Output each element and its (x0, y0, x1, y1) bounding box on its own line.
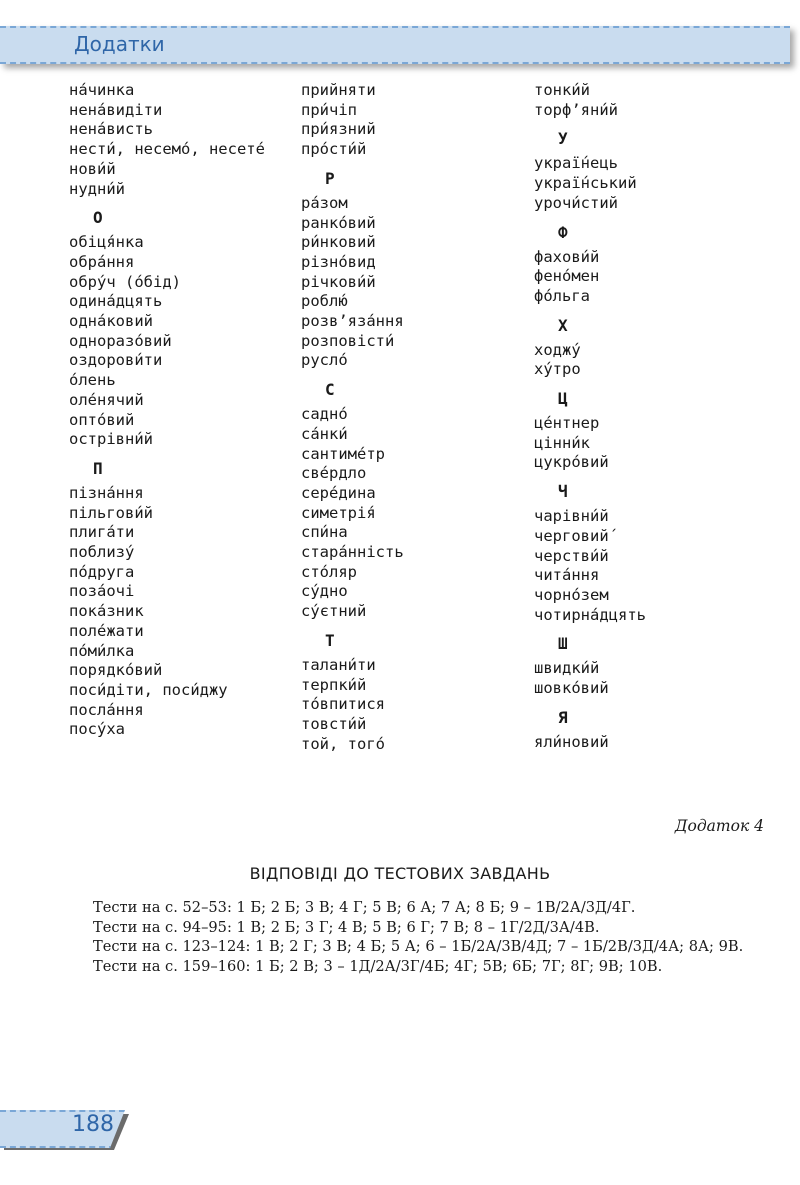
word-entry: чита́ння (534, 566, 600, 585)
word-entry: фахови́й (534, 247, 600, 266)
word-entry: одноразо́вий (69, 331, 172, 350)
word-entry: одна́ковий (69, 312, 153, 331)
appendix-label: Додаток 4 (674, 817, 764, 835)
word-entry: прийняти (301, 81, 376, 99)
letter-heading: У (558, 129, 568, 149)
letter-heading: Ф (558, 222, 568, 242)
word-entry: різно́вид (301, 252, 376, 271)
word-entry: терпки́й (301, 675, 367, 694)
word-entry: ра́зом (301, 193, 348, 212)
word-entry: нена́висть (69, 120, 153, 139)
word-entry: фо́льга (534, 286, 590, 305)
letter-heading: П (93, 458, 103, 478)
word-entry: чорно́зем (534, 585, 609, 604)
word-entry: чарівни́й (534, 507, 609, 526)
answer-paragraph: Тести на с. 52–53: 1 Б; 2 Б; 3 В; 4 Г; 5 В; 6 А; 7 А; 8 Б; 9 – 1В/2А/3Д/4Г. (93, 899, 636, 916)
word-entry: при́чіп (301, 100, 357, 119)
word-entry: товсти́й (301, 714, 367, 733)
word-entry: обра́ння (69, 252, 135, 271)
word-entry: сто́ляр (301, 562, 357, 581)
word-entry: талани́ти (301, 655, 376, 674)
word-entry: ранко́вий (301, 213, 376, 232)
word-entry: розповісти́ (301, 331, 395, 350)
word-entry: розв’яза́ння (301, 312, 404, 331)
word-entry: обру́ч (о́бід) (69, 272, 181, 291)
word-column-3 (534, 81, 646, 752)
word-entry: ху́тро (534, 360, 581, 379)
letter-heading: Т (325, 630, 335, 650)
answers-block (69, 898, 765, 976)
word-entry: симетрі́я (301, 503, 376, 522)
word-entry: черговий́ (534, 526, 609, 545)
letter-heading: Ч (558, 482, 568, 502)
word-entry: по́ми́лка (69, 641, 135, 660)
word-entry: стара́нність (301, 543, 404, 562)
answer-paragraph: Тести на с. 159–160: 1 Б; 2 В; 3 – 1Д/2А/3Г/4Б; 4Г; 5В; 6Б; 7Г; 8Г; 9В; 10В. (93, 957, 663, 975)
word-entry: опто́вий (69, 410, 135, 429)
word-entry: нести́, несемо́, несете́ (69, 140, 265, 159)
word-entry: су́єтний (301, 602, 367, 621)
answers-title: ВІДПОВІДІ ДО ТЕСТОВИХ ЗАВДАНЬ (249, 864, 551, 883)
word-entry: посла́ння (69, 700, 144, 719)
word-entry: чотирна́дцять (534, 605, 646, 624)
word-entry: пільгови́й (69, 503, 153, 522)
word-entry: са́нки́ (301, 424, 348, 443)
page-number: 188 (72, 1112, 114, 1137)
word-entry: цукро́вий (534, 453, 609, 472)
word-entry: острівни́й (69, 430, 153, 449)
letter-heading: С (325, 380, 335, 400)
word-entry: урочи́стий (534, 193, 618, 212)
word-entry: поза́очі (69, 582, 135, 601)
word-entry: ходжу́ (534, 340, 581, 359)
word-entry: на́чинка (69, 81, 135, 99)
word-entry: яли́новий (534, 732, 609, 751)
section-title: Додатки (74, 32, 165, 56)
word-entry: це́нтнер (534, 414, 600, 433)
word-column-2 (301, 81, 404, 754)
word-entry: цінни́к (534, 433, 590, 452)
word-entry: поси́діти, поси́джу (69, 680, 228, 699)
word-entry: черстви́й (534, 546, 609, 565)
word-entry: су́дно (301, 582, 348, 601)
letter-heading: Ш (558, 634, 568, 654)
letter-heading: Я (558, 707, 568, 727)
word-entry: оле́нячий (69, 390, 144, 409)
word-entry: посу́ха (69, 720, 125, 739)
word-entry: пізна́ння (69, 483, 144, 502)
answer-paragraph: Тести на с. 94–95: 1 В; 2 Б; 3 Г; 4 В; 5 В; 6 Г; 7 В; 8 – 1Г/2Д/3А/4В. (93, 918, 600, 936)
word-entry: фено́мен (534, 267, 600, 286)
word-entry: плига́ти (69, 523, 135, 542)
word-entry: сантиме́тр (301, 444, 385, 463)
word-entry: роблю́ (301, 292, 348, 311)
word-entry: річкови́й (301, 272, 376, 291)
word-entry: при́язний (301, 120, 376, 139)
word-entry: шовко́вий (534, 679, 609, 698)
word-entry: спи́на (301, 523, 348, 542)
word-entry: ри́нковий (301, 233, 376, 252)
word-entry: поблизу́ (69, 543, 135, 562)
word-entry: то́впитися (301, 695, 385, 714)
page-header-band (0, 26, 790, 64)
letter-heading: Х (558, 315, 568, 335)
word-entry: швидки́й (534, 659, 600, 678)
word-entry: украї́нський (534, 174, 637, 193)
word-entry: нудни́й (69, 179, 125, 198)
word-entry: сере́дина (301, 483, 376, 502)
word-column-1 (69, 81, 265, 740)
word-entry: све́рдло (301, 464, 367, 483)
word-entry: нови́й (69, 159, 116, 178)
word-entry: украї́нець (534, 154, 618, 173)
word-entry: тонки́й (534, 81, 590, 99)
word-entry: обіця́нка (69, 233, 144, 252)
word-entry: порядко́вий (69, 661, 163, 680)
word-entry: о́лень (69, 371, 116, 390)
word-entry: по́друга (69, 562, 135, 581)
word-entry: оздорови́ти (69, 351, 163, 370)
word-entry: торф’яни́й (534, 100, 618, 119)
word-entry: садно́ (301, 405, 348, 424)
word-entry: про́сти́й (301, 140, 367, 159)
letter-heading: Ц (558, 389, 568, 409)
letter-heading: Р (325, 168, 335, 188)
letter-heading: О (93, 208, 103, 228)
word-entry: пока́зник (69, 602, 144, 621)
word-entry: одина́дцять (69, 292, 163, 311)
word-entry: той, того́ (301, 734, 385, 753)
word-entry: поле́жати (69, 621, 144, 640)
word-entry: нена́видіти (69, 100, 163, 119)
word-entry: русло́ (301, 351, 348, 370)
answer-paragraph: Тести на с. 123–124: 1 В; 2 Г; 3 В; 4 Б; 5 А; 6 – 1Б/2А/3В/4Д; 7 – 1Б/2В/3Д/4А; 8А; 9В. (93, 938, 744, 955)
